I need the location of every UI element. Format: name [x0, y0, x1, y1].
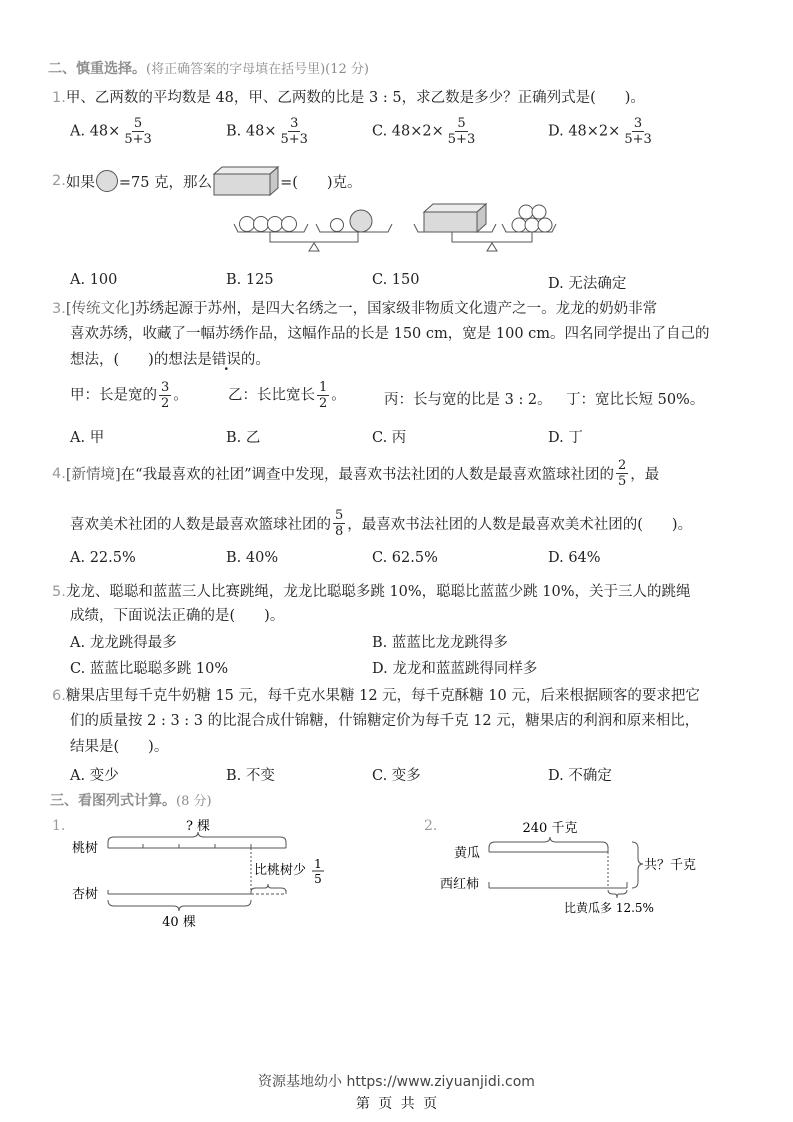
option-value: 100 — [89, 272, 118, 288]
option-label: A. — [70, 635, 86, 651]
fraction — [122, 116, 153, 147]
q5-option-d[interactable] — [372, 657, 537, 678]
option-value: 蓝蓝比龙龙跳得多 — [391, 635, 508, 651]
q5-option-b[interactable] — [372, 631, 508, 652]
question-text: 想法，( )的想法是 — [70, 352, 212, 368]
statement-bing: 丙：长与宽的比是 3 : 2。 — [384, 392, 552, 408]
side-frac-den: 5 — [314, 872, 322, 886]
fraction — [159, 380, 171, 411]
option-label: B. — [226, 768, 242, 784]
row-label-tomato: 西红柿 — [440, 877, 480, 892]
q2-option-a[interactable] — [70, 272, 117, 288]
denominator: 2 — [161, 396, 170, 411]
question-tag: [传统文化] — [65, 301, 136, 317]
option-value: 乙 — [245, 430, 261, 446]
q2-option-c[interactable] — [372, 272, 419, 288]
section-2-note: (将正确答案的字母填在括号里)(12 分) — [146, 62, 369, 77]
q4-option-a[interactable] — [70, 550, 136, 566]
denominator: 5+3 — [124, 132, 152, 147]
option-label: A. — [70, 550, 86, 566]
section-3-note: (8 分) — [176, 794, 212, 809]
option-value: 150 — [391, 272, 420, 288]
question-text: 甲、乙两数的平均数是 48，甲、乙两数的比是 3 : 5，求乙数是多少？正确列式是( )。 — [65, 90, 645, 106]
q1-option-b[interactable] — [226, 116, 312, 147]
question-5 — [52, 580, 691, 601]
total-label: 共？千克 — [644, 858, 697, 873]
fraction — [616, 458, 628, 489]
option-label: C. — [372, 430, 388, 446]
q1-option-d[interactable] — [548, 116, 656, 147]
ball-icon — [95, 169, 119, 193]
denominator: 5+3 — [280, 132, 308, 147]
q4-option-c[interactable] — [372, 550, 438, 566]
option-expr: 48×2× — [568, 123, 621, 140]
statement-ding: 丁：宽比长短 50%。 — [566, 392, 705, 408]
option-value: 变少 — [89, 768, 119, 784]
row-label-cucumber: 黄瓜 — [454, 846, 481, 861]
question-number: 3. — [52, 301, 66, 317]
question-text: 龙龙、聪聪和蓝蓝三人比赛跳绳，龙龙比聪聪多跳 10%，聪聪比蓝蓝少跳 10%，关于三人的跳绳 — [65, 584, 691, 600]
question-2 — [52, 166, 362, 196]
option-label: B. — [226, 550, 242, 566]
option-label: D. — [372, 661, 388, 677]
option-label: C. — [372, 272, 388, 288]
q1-option-c[interactable] — [372, 116, 479, 147]
option-label: D. — [548, 768, 564, 784]
question-3-line-3 — [70, 350, 270, 370]
statement-yi — [228, 380, 346, 411]
question-4 — [52, 458, 659, 489]
numerator: 3 — [633, 116, 643, 131]
section-2-title — [48, 58, 369, 78]
statement-jia — [70, 380, 188, 411]
option-expr: 48× — [89, 123, 121, 140]
q6-option-c[interactable] — [372, 764, 421, 785]
q3-option-c[interactable] — [372, 426, 406, 447]
balance-scale-2 — [414, 204, 556, 251]
numerator: 2 — [618, 458, 627, 473]
q3-option-a[interactable] — [70, 426, 104, 447]
fraction — [622, 116, 653, 147]
question-number: 2. — [52, 173, 66, 189]
option-value: 64% — [568, 550, 601, 566]
question-number: 6. — [52, 688, 66, 704]
footer-page: 第 页 共 页 — [355, 1096, 438, 1112]
cucumber-bar — [489, 846, 608, 888]
question-text: 喜欢美术社团的人数是最喜欢篮球社团的 — [70, 517, 331, 533]
denominator: 8 — [335, 524, 344, 539]
option-label: A. — [70, 430, 86, 446]
q5-option-a[interactable] — [70, 631, 177, 652]
question-5-line-2: 成绩，下面说法正确的是( )。 — [70, 608, 285, 624]
q3-option-b[interactable] — [226, 426, 260, 447]
fraction — [333, 508, 345, 539]
q6-option-b[interactable] — [226, 764, 275, 785]
option-label: B. — [372, 635, 388, 651]
fraction — [317, 380, 329, 411]
question-6 — [52, 684, 700, 705]
q4-option-b[interactable] — [226, 550, 278, 566]
option-label: B. — [226, 272, 242, 288]
question-4-line-2 — [70, 508, 692, 539]
option-value: 蓝蓝比聪聪多跳 10% — [89, 661, 229, 677]
side-label: 比桃树少 — [254, 863, 307, 878]
option-value: 甲 — [89, 430, 105, 446]
question-6-line-2: 们的质量按 2 : 3 : 3 的比混合成什锦糖，什锦糖定价为每千克 12 元，糖果店的利润和原来相比， — [70, 713, 700, 729]
option-value: 62.5% — [391, 550, 438, 566]
top-brace — [489, 837, 608, 848]
row-label-apricot: 杏树 — [72, 887, 99, 902]
option-value: 125 — [245, 272, 274, 288]
numerator: 5 — [335, 508, 344, 523]
denominator: 5 — [618, 474, 627, 489]
question-number: 4. — [52, 465, 66, 482]
top-label: 240 千克 — [522, 821, 578, 836]
question-text: 苏绣起源于苏州，是四大名绣之一，国家级非物质文化遗产之一。龙龙的奶奶非常 — [135, 301, 658, 317]
option-label: A. — [70, 768, 86, 784]
option-value: 不变 — [245, 768, 275, 784]
q4-option-d[interactable] — [548, 550, 601, 566]
denominator: 5+3 — [447, 132, 476, 147]
numerator: 5 — [457, 116, 466, 131]
question-tag: [新情境] — [65, 467, 121, 483]
option-value: 变多 — [391, 768, 421, 784]
question-text: 的。 — [240, 352, 270, 368]
option-value: 无法确定 — [568, 276, 627, 292]
statement-suffix: 。 — [173, 387, 188, 404]
question-text: 如果 — [65, 174, 95, 191]
side-frac-num: 1 — [314, 857, 322, 871]
option-label: D. — [548, 276, 564, 292]
question-3 — [52, 297, 657, 318]
question-text: ，最 — [630, 467, 660, 483]
section-3-title — [50, 790, 212, 810]
emphasized-text: 错误 — [211, 352, 241, 368]
question-text: 在“我最喜欢的社团”调查中发现，最喜欢书法社团的人数是最喜欢篮球社团的 — [120, 467, 614, 483]
question-text: =75 克，那么 — [118, 174, 213, 191]
option-value: 40% — [245, 550, 279, 566]
option-label: A. — [70, 123, 86, 140]
option-label: C. — [372, 768, 388, 784]
option-value: 龙龙和蓝蓝跳得同样多 — [392, 661, 538, 677]
diff-brace — [251, 884, 286, 892]
option-value: 丙 — [391, 430, 407, 446]
footer-source: 资源基地幼小 https://www.ziyuanjidi.com — [258, 1074, 535, 1090]
q2-option-b[interactable] — [226, 272, 274, 288]
denominator: 2 — [319, 396, 328, 411]
bottom-label: 比黄瓜多 12.5% — [564, 901, 654, 915]
question-number: 1. — [52, 90, 66, 106]
question-3-line-2: 喜欢苏绣，收藏了一幅苏绣作品，这幅作品的长是 150 cm，宽是 100 cm。四名同学提出了自己的 — [70, 326, 710, 342]
balance-scale-1 — [234, 210, 392, 251]
question-text: 糖果店里每千克牛奶糖 15 元，每千克水果糖 12 元，每千克酥糖 10 元，后来根据顾客的要求把它 — [65, 688, 700, 704]
row-label-peach: 桃树 — [72, 841, 99, 856]
option-label: C. — [372, 550, 388, 566]
diff-brace — [608, 890, 627, 898]
q2-option-d[interactable] — [548, 272, 626, 293]
top-label: ? 棵 — [185, 819, 211, 834]
question-1 — [52, 86, 645, 107]
q6-option-d[interactable] — [548, 764, 612, 785]
balance-scale-diagram — [230, 200, 560, 260]
option-value: 不确定 — [568, 768, 612, 784]
numerator: 3 — [161, 380, 170, 395]
statement-suffix: 。 — [331, 387, 346, 404]
section-3-heading: 三、看图列式计算。 — [50, 793, 176, 809]
q3-option-d[interactable] — [548, 426, 583, 447]
option-value: 22.5% — [89, 550, 136, 566]
diagram-number: 2. — [424, 818, 438, 834]
option-label: B. — [226, 123, 242, 140]
statement-text: 甲：长是宽的 — [70, 387, 157, 404]
question-text: =( )克。 — [280, 174, 362, 191]
diagram-number: 1. — [52, 818, 66, 834]
tomato-bar — [489, 882, 627, 888]
question-6-line-3: 结果是( )。 — [70, 739, 169, 755]
option-label: B. — [226, 430, 242, 446]
option-label: C. — [372, 123, 388, 140]
question-number: 5. — [52, 584, 66, 600]
option-expr: 48× — [245, 123, 277, 140]
option-label: D. — [548, 123, 564, 140]
fraction — [446, 116, 477, 147]
bottom-label: 40 棵 — [162, 915, 196, 930]
bottom-brace — [108, 900, 251, 911]
option-label: A. — [70, 272, 86, 288]
line-diagram-2 — [420, 812, 720, 922]
total-brace — [632, 842, 643, 888]
q5-option-c[interactable] — [70, 657, 228, 678]
statement-text: 乙：长比宽长 — [228, 387, 315, 404]
numerator: 3 — [290, 116, 299, 131]
apricot-bar — [108, 890, 286, 894]
box-icon — [212, 166, 280, 196]
option-label: D. — [548, 550, 564, 566]
option-expr: 48×2× — [391, 123, 444, 140]
fraction — [278, 116, 309, 147]
numerator: 1 — [319, 380, 328, 395]
q6-option-a[interactable] — [70, 764, 119, 785]
question-text: ，最喜欢书法社团的人数是最喜欢美术社团的( )。 — [347, 517, 693, 533]
denominator: 5+3 — [624, 132, 652, 147]
option-label: D. — [548, 430, 564, 446]
option-value: 丁 — [568, 430, 583, 446]
option-value: 龙龙跳得最多 — [89, 635, 177, 651]
section-2-heading: 二、慎重选择。 — [48, 61, 146, 77]
q1-option-a[interactable] — [70, 116, 156, 147]
option-label: C. — [70, 661, 86, 677]
line-diagram-1 — [48, 812, 348, 932]
numerator: 5 — [133, 116, 143, 131]
